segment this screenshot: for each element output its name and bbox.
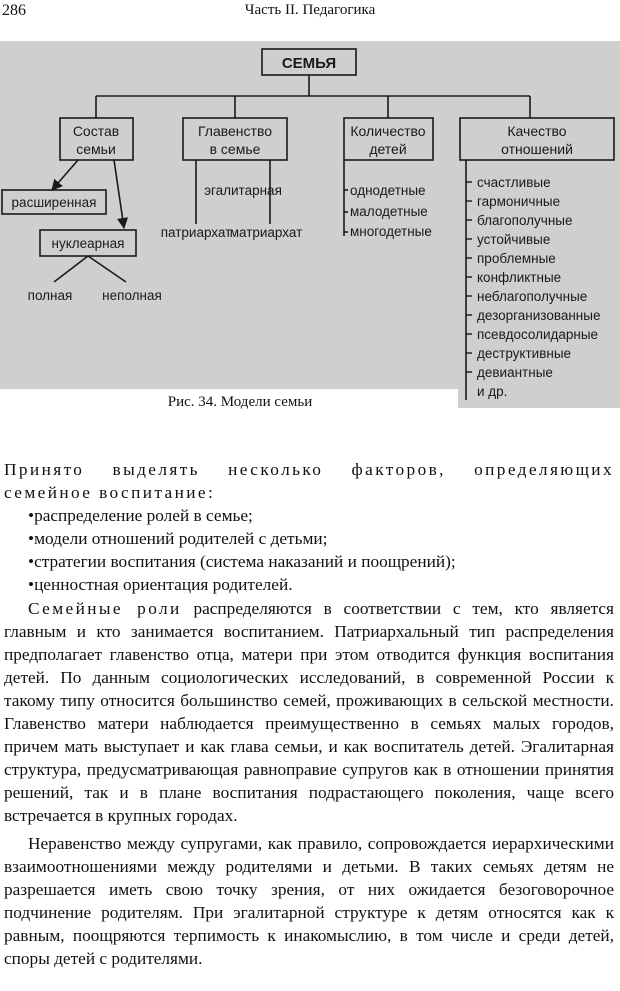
leaf-matriarchy: матриархат	[229, 225, 303, 240]
relation-item: неблагополучные	[477, 289, 588, 304]
branch-label-composition-line1: Состав	[72, 123, 120, 139]
leaf-nuclear: нуклеарная	[51, 236, 125, 251]
relation-item: счастливые	[477, 175, 551, 190]
branch-label-headship-line2: в семье	[209, 141, 261, 157]
relation-item: устойчивые	[477, 232, 551, 247]
family-models-diagram	[0, 0, 620, 420]
figure-caption-text: Рис. 34. Модели семьи	[167, 394, 313, 410]
branch-label-children-line1: Количество	[350, 123, 426, 139]
leaf-one-child: однодетные	[350, 183, 426, 198]
factor-item-text: модели отношений родителей с детьми;	[34, 529, 328, 549]
figure-caption	[0, 394, 620, 411]
factor-item-text: распределение ролей в семье;	[34, 506, 253, 526]
intro-paragraph: Принято выделять несколько факторов, определяющих семейное воспитание:	[4, 460, 614, 503]
leaf-incomplete: неполная	[102, 288, 162, 303]
branch-label-children-line2: детей	[369, 141, 407, 157]
leaf-few-children: малодетные	[350, 204, 428, 219]
relation-item: и др.	[477, 384, 508, 399]
branch-label-composition-line2: семьи	[76, 141, 116, 157]
relation-item: псевдосолидарные	[477, 327, 599, 342]
factor-item-text: ценностная ориентация родителей.	[34, 575, 293, 595]
leaf-egalitarian: эгалитарная	[204, 183, 282, 198]
leaf-complete: полная	[27, 288, 73, 303]
branch-label-relations-line2: отношений	[501, 141, 573, 157]
paragraph-family-roles-text: распределяются в соответствии с тем, кто является главным и кто занимается воспитанием. Патриархальный тип распределения предполагает главенство отца, матери при этом отводится функция воспитания детей. По данным социологических исследований, в современной России к такому типу относится большинство семей, проживающих в сельской местности. Главенство матери наблюдается преимущественно в семьях малых городов, причем мать выступает и как глава семьи, и как воспитатель детей. Эгалитарная структура, предусматривающая равноправие супругов как в отношении принятия решений, так и в плане воспитания подрастающего поколения, чаще всего встречается в крупных городах.	[4, 598, 614, 826]
branch-label-relations-line1: Качество	[507, 123, 567, 139]
relation-item: проблемные	[477, 251, 556, 266]
body-text	[4, 458, 614, 970]
relation-item: гармоничные	[477, 194, 561, 209]
leaf-patriarchy: патриархат	[160, 225, 232, 240]
running-title: Часть II. Педагогика	[244, 2, 376, 18]
factor-item: •стратегии воспитания (система наказаний и поощрений);	[28, 552, 456, 572]
relation-item: дезорганизованные	[477, 308, 601, 323]
relation-item: девиантные	[477, 365, 553, 380]
factor-item: •модели отношений родителей с детьми;	[28, 529, 328, 549]
page-number: 286	[2, 2, 26, 19]
term-family-roles: Семейные роли	[28, 598, 182, 618]
leaf-many-children: многодетные	[350, 224, 432, 239]
factor-list	[4, 504, 614, 596]
relation-item: благополучные	[477, 213, 573, 228]
factor-item: •распределение ролей в семье;	[28, 506, 253, 526]
factor-item: •ценностная ориентация родителей.	[28, 575, 293, 595]
factor-item-text: стратегии воспитания (система наказаний и поощрений);	[34, 552, 456, 572]
paragraph-inequality: Неравенство между супругами, как правило, сопровождается иерархическими взаимоотношениями между родителями и детьми. В таких семьях детям не разрешается иметь свою точку зрения, от них ожидается безоговорочное подчинение родителям. При эгалитарной структуре к детям относятся как к равным, поощряются терпимость к инакомыслию, в том числе и среди детей, споры детей с родителями.	[4, 833, 614, 968]
relation-item: конфликтные	[477, 270, 562, 285]
branch-label-headship-line1: Главенство	[197, 123, 273, 139]
root-label: СЕМЬЯ	[281, 55, 337, 72]
leaf-extended: расширенная	[11, 195, 97, 210]
relation-item: деструктивные	[477, 346, 572, 361]
paragraph-family-roles	[4, 597, 614, 828]
relations-list	[477, 175, 600, 399]
